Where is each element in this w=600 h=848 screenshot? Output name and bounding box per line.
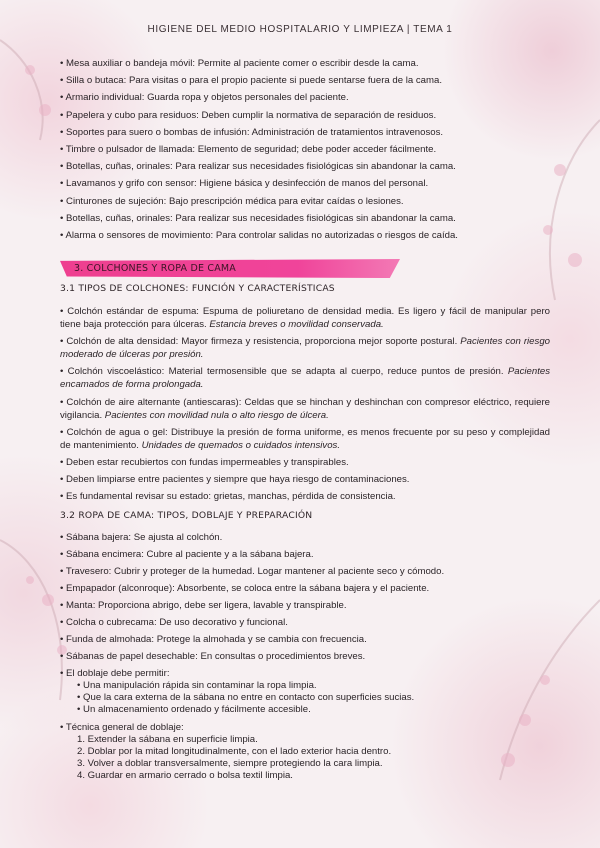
list-item: 2. Doblar por la mitad longitudinalmente, con el lado exterior hacia dentro. xyxy=(77,745,392,757)
list-item: • Funda de almohada: Protege la almohada y se cambia con frecuencia. xyxy=(60,634,367,645)
list-item xyxy=(60,305,550,331)
page-header: HIGIENE DEL MEDIO HOSPITALARIO Y LIMPIEZA | TEMA 1 xyxy=(147,24,453,35)
list-item xyxy=(60,473,550,486)
list-item: • Soportes para suero o bombas de infusión: Administración de tratamientos intravenosos. xyxy=(60,126,444,138)
item-text: • Colchón estándar de espuma: Espuma de poliuretano de densidad media. Es ligero y fácil de manipular pero tiene baja protección para úlceras. xyxy=(60,306,550,330)
item-text: • Colchón de alta densidad: Mayor firmeza y resistencia, proporciona mejor soporte postural. xyxy=(60,336,461,348)
list-item: • Colcha o cubrecama: De uso decorativo y funcional. xyxy=(60,617,288,628)
list-item: • Lavamanos y grifo con sensor: Higiene básica y desinfección de manos del personal. xyxy=(60,178,429,190)
mattress-list xyxy=(60,305,550,508)
bedding-list xyxy=(60,531,550,786)
doblaje-title: • El doblaje debe permitir: xyxy=(60,668,170,679)
item-note: Pacientes con movilidad nula o alto riesgo de úlcera. xyxy=(104,409,329,421)
tecnica-title: • Técnica general de doblaje: xyxy=(60,721,184,733)
list-item: • Botellas, cuñas, orinales: Para realizar sus necesidades fisiológicas sin abandonar la cama. xyxy=(60,212,456,224)
list-item: • Sábanas de papel desechable: En consultas o procedimientos breves. xyxy=(60,651,366,662)
list-item xyxy=(60,365,550,391)
list-item: • Armario individual: Guarda ropa y objetos personales del paciente. xyxy=(60,92,349,104)
item-note: Pacientes con riesgo moderado de úlceras por presión. xyxy=(60,336,550,361)
item-text: • Deben limpiarse entre pacientes y siempre que haya riesgo de contaminaciones. xyxy=(60,474,410,486)
item-note: Unidades de quemados o cuidados intensivos. xyxy=(141,439,340,451)
list-item: 3. Volver a doblar transversalmente, siempre protegiendo la cara limpia. xyxy=(77,758,383,770)
section-banner xyxy=(60,259,400,278)
list-item: • Cinturones de sujeción: Bajo prescripción médica para evitar caídas o lesiones. xyxy=(60,195,404,207)
list-item: • Mesa auxiliar o bandeja móvil: Permite al paciente comer o escribir desde la cama. xyxy=(60,58,419,69)
list-item: • Que la cara externa de la sábana no entre en contacto con superficies sucias. xyxy=(77,692,415,704)
item-text: • Colchón de aire alternante (antiescaras): Celdas que se hinchan y deshinchan con compresor eléctrico, requiere vigilancia. xyxy=(60,396,550,421)
list-item xyxy=(60,426,550,452)
list-item: • Sábana bajera: Se ajusta al colchón. xyxy=(60,532,223,543)
list-item: • Botellas, cuñas, orinales: Para realizar sus necesidades fisiológicas sin abandonar la cama. xyxy=(60,161,456,173)
item-note: Estancia breves o movilidad conservada. xyxy=(209,319,384,330)
list-item: • Un almacenamiento ordenado y fácilmente accesible. xyxy=(77,704,311,716)
subsection-title: 3.2 ROPA DE CAMA: TIPOS, DOBLAJE Y PREPARACIÓN xyxy=(60,510,313,521)
subsection-title: 3.1 TIPOS DE COLCHONES: FUNCIÓN Y CARACTERÍSTICAS xyxy=(60,283,335,294)
list-item: • Papelera y cubo para residuos: Deben cumplir la normativa de separación de residuos. xyxy=(60,109,437,121)
item-text: • Es fundamental revisar su estado: grietas, manchas, pérdida de consistencia. xyxy=(60,491,396,503)
list-item xyxy=(60,721,550,783)
tecnica-steps xyxy=(77,734,550,783)
item-text: • Colchón de agua o gel: Distribuye la presión de forma uniforme, es menos frecuente por su peso y complejidad de mantenimiento. xyxy=(60,426,550,451)
section-title: 3. COLCHONES Y ROPA DE CAMA xyxy=(74,263,237,274)
list-item: 4. Guardar en armario cerrado o bolsa textil limpia. xyxy=(77,770,293,782)
list-item xyxy=(60,396,550,422)
item-text: • Deben estar recubiertos con fundas impermeables y transpirables. xyxy=(60,456,349,468)
list-item: • Travesero: Cubrir y proteger de la humedad. Logar mantener al paciente seco y cómodo. xyxy=(60,566,445,577)
furniture-list xyxy=(60,57,550,246)
list-item xyxy=(60,456,550,469)
list-item xyxy=(60,490,550,503)
list-item: • Silla o butaca: Para visitas o para el propio paciente si puede sentarse fuera de la cama. xyxy=(60,75,443,87)
list-item: • Manta: Proporciona abrigo, debe ser ligera, lavable y transpirable. xyxy=(60,600,347,611)
list-item: • Sábana encimera: Cubre al paciente y a la sábana bajera. xyxy=(60,549,314,560)
list-item xyxy=(60,667,550,717)
doblaje-points xyxy=(77,680,550,717)
list-item: • Una manipulación rápida sin contaminar la ropa limpia. xyxy=(77,680,317,691)
list-item: • Empapador (alconroque): Absorbente, se coloca entre la sábana bajera y el paciente. xyxy=(60,583,430,594)
list-item: 1. Extender la sábana en superficie limpia. xyxy=(77,733,258,745)
item-text: • Colchón viscoelástico: Material termosensible que se adapta al cuerpo, reduce puntos de presión. xyxy=(60,366,508,378)
item-note: Pacientes encamados de forma prolongada. xyxy=(60,366,550,391)
list-item xyxy=(60,335,550,361)
list-item: • Timbre o pulsador de llamada: Elemento de seguridad; debe poder acceder fácilmente. xyxy=(60,143,437,155)
list-item: • Alarma o sensores de movimiento: Para controlar salidas no autorizadas o riesgos de caída. xyxy=(60,229,458,241)
